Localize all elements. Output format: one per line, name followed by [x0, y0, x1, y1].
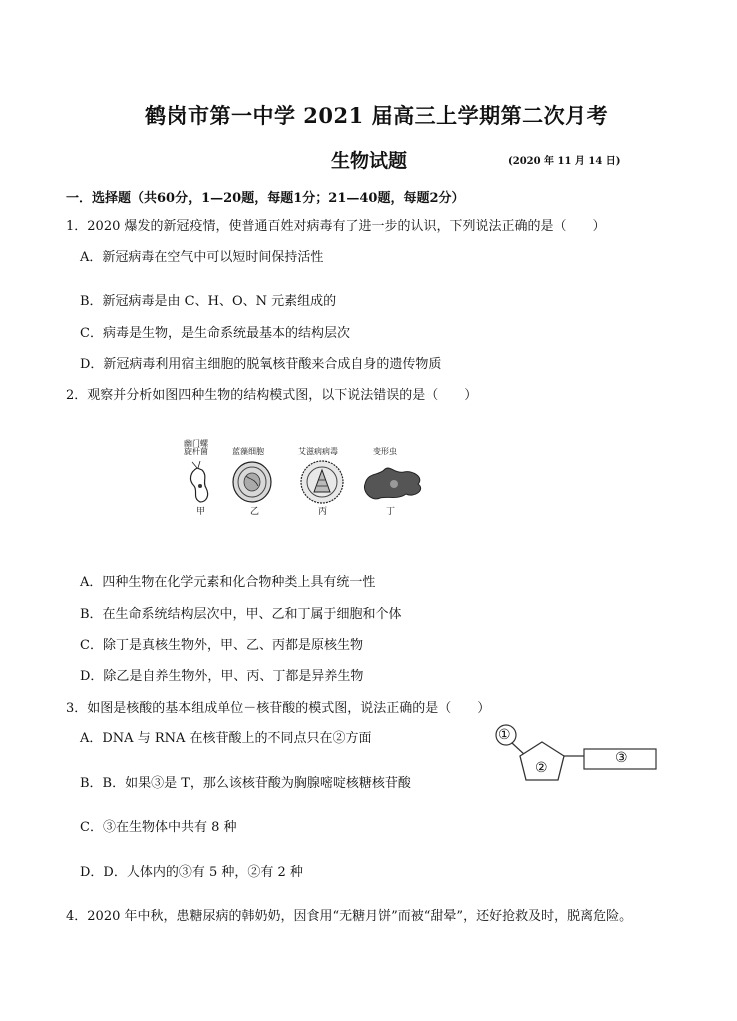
mark-2: ② [535, 760, 548, 776]
question-3-option-d: D．D．人体内的③有 5 种，②有 2 种 [80, 865, 303, 880]
question-2-option-d: D．除乙是自养生物外，甲、丙、丁都是异养生物 [80, 669, 364, 684]
question-2-option-a: A．四种生物在化学元素和化合物种类上具有统一性 [80, 575, 376, 590]
question-1-option-c: C．病毒是生物，是生命系统最基本的结构层次 [80, 326, 350, 341]
mark-1: ① [498, 727, 511, 743]
figure-letter-yi: 乙 [250, 507, 260, 517]
page-title: 鹤岗市第一中学 2021 届高三上学期第二次月考 [145, 103, 609, 128]
figure-label-jia: 幽门螺旋杆菌 [184, 439, 208, 456]
figure-letter-ding: 丁 [386, 507, 396, 517]
figure-label-yi: 蓝藻细胞 [232, 447, 264, 456]
question-3-option-b: B．B．如果③是 T，那么该核苷酸为胸腺嘧啶核糖核苷酸 [80, 776, 411, 791]
exam-date: (2020 年 11 月 14 日) [508, 156, 621, 167]
hiv-virus-drawing [301, 461, 343, 503]
figure-label-ding: 变形虫 [373, 447, 397, 456]
question-1-option-d: D．新冠病毒利用宿主细胞的脱氧核苷酸来合成自身的遗传物质 [80, 357, 442, 372]
figure-label-bing: 艾滋病病毒 [298, 447, 338, 456]
question-3-option-a: A．DNA 与 RNA 在核苷酸上的不同点只在②方面 [80, 731, 372, 746]
question-4-stem: 4．2020 年中秋，患糖尿病的韩奶奶，因食用“无糖月饼”而被“甜晕”，还好抢救及时，脱离危险。 [66, 909, 633, 924]
section-heading: 一．选择题（共60分，1—20题，每题1分；21—40题，每题2分） [66, 191, 465, 206]
question-1-option-b: B．新冠病毒是由 C、H、O、N 元素组成的 [80, 294, 337, 309]
cyanobacterium-drawing [233, 462, 271, 502]
question-3-stem: 3．如图是核酸的基本组成单位－核苷酸的模式图，说法正确的是（ ） [66, 701, 491, 716]
figure-letter-bing: 丙 [318, 507, 328, 517]
question-2-option-c: C．除丁是真核生物外，甲、乙、丙都是原核生物 [80, 638, 363, 653]
figure-letter-jia: 甲 [196, 507, 206, 517]
question-2-option-b: B．在生命系统结构层次中，甲、乙和丁属于细胞和个体 [80, 607, 402, 622]
bacterium-drawing [190, 461, 207, 502]
page-subtitle: 生物试题 [331, 150, 408, 172]
organism-illustrations [180, 458, 440, 508]
nucleotide-shapes [492, 722, 670, 792]
question-1-stem: 1．2020 爆发的新冠疫情，使普通百姓对病毒有了进一步的认识，下列说法正确的是（ ） [66, 219, 606, 234]
question-2-stem: 2．观察并分析如图四种生物的结构模式图，以下说法错误的是（ ） [66, 388, 478, 403]
amoeba-drawing [364, 468, 420, 499]
mark-3: ③ [615, 750, 628, 766]
question-3-option-c: C．③在生物体中共有 8 种 [80, 820, 237, 835]
question-1-option-a: A．新冠病毒在空气中可以短时间保持活性 [80, 250, 324, 265]
